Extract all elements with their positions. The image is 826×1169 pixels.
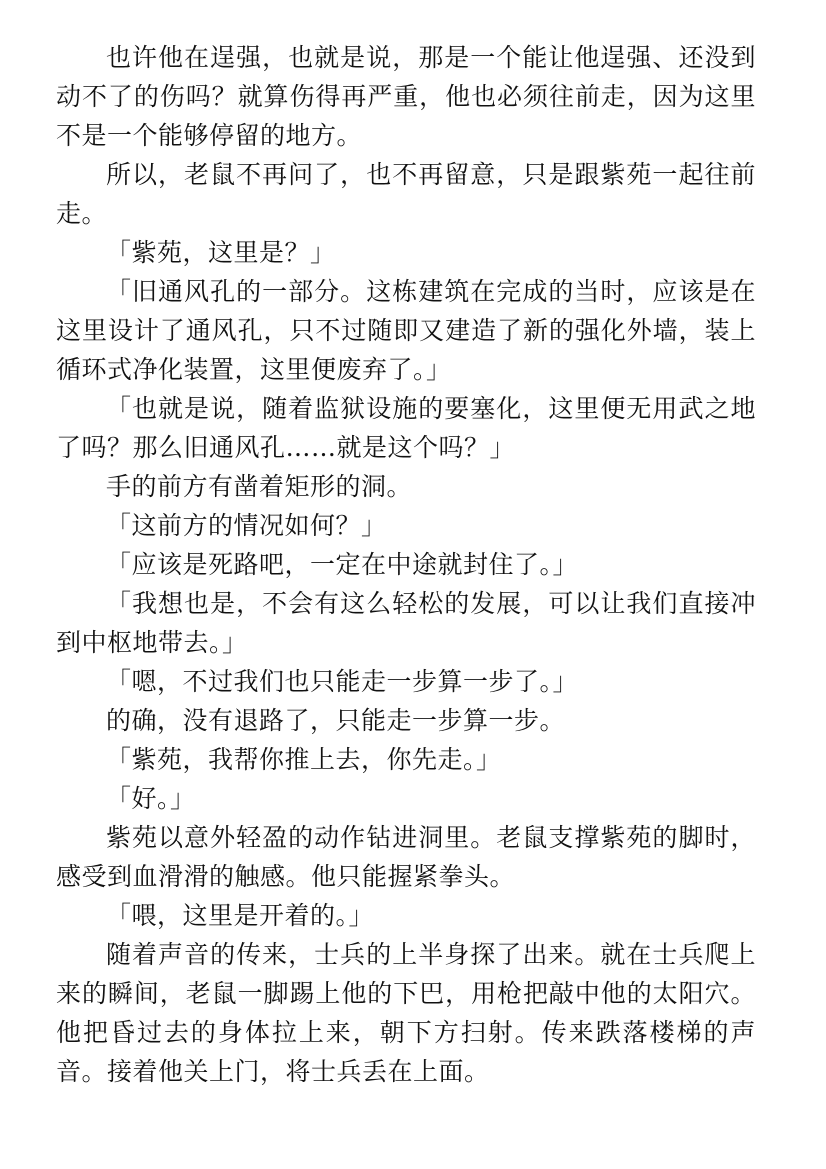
paragraph: 也许他在逞强，也就是说，那是一个能让他逞强、还没到动不了的伤吗？就算伤得再严重，他也必须往前走，因为这里不是一个能够停留的地方。 xyxy=(56,43,756,150)
dialogue-line: 「应该是死路吧，一定在中途就封住了。」 xyxy=(106,550,579,579)
dialogue-line: 「紫苑，这里是？」 xyxy=(106,238,336,267)
document-page xyxy=(56,38,756,1091)
paragraph: 手的前方有凿着矩形的洞。 xyxy=(106,472,413,501)
dialogue-line: 「喂，这里是开着的。」 xyxy=(106,901,375,930)
paragraph: 紫苑以意外轻盈的动作钻进洞里。老鼠支撑紫苑的脚时，感受到血滑滑的触感。他只能握紧拳头。 xyxy=(56,823,756,891)
dialogue-line: 「旧通风孔的一部分。这栋建筑在完成的当时，应该是在这里设计了通风孔，只不过随即又建造了新的强化外墙，装上循环式净化装置，这里便废弃了。」 xyxy=(56,277,756,384)
dialogue-line: 「这前方的情况如何？」 xyxy=(106,511,387,540)
paragraph: 随着声音的传来，士兵的上半身探了出来。就在士兵爬上来的瞬间，老鼠一脚踢上他的下巴，用枪把敲中他的太阳穴。他把昏过去的身体拉上来，朝下方扫射。传来跌落楼梯的声音。接着他关上门，将士兵丢在上面。 xyxy=(56,940,756,1086)
dialogue-line: 「我想也是，不会有这么轻松的发展，可以让我们直接冲到中枢地带去。」 xyxy=(56,589,756,657)
paragraph: 所以，老鼠不再问了，也不再留意，只是跟紫苑一起往前走。 xyxy=(56,160,756,228)
dialogue-line: 「紫苑，我帮你推上去，你先走。」 xyxy=(106,745,502,774)
paragraph: 的确，没有退路了，只能走一步算一步。 xyxy=(106,706,566,735)
dialogue-line: 「也就是说，随着监狱设施的要塞化，这里便无用武之地了吗？那么旧通风孔……就是这个吗？」 xyxy=(56,394,756,462)
dialogue-line: 「好。」 xyxy=(106,784,196,813)
dialogue-line: 「嗯，不过我们也只能走一步算一步了。」 xyxy=(106,667,579,696)
